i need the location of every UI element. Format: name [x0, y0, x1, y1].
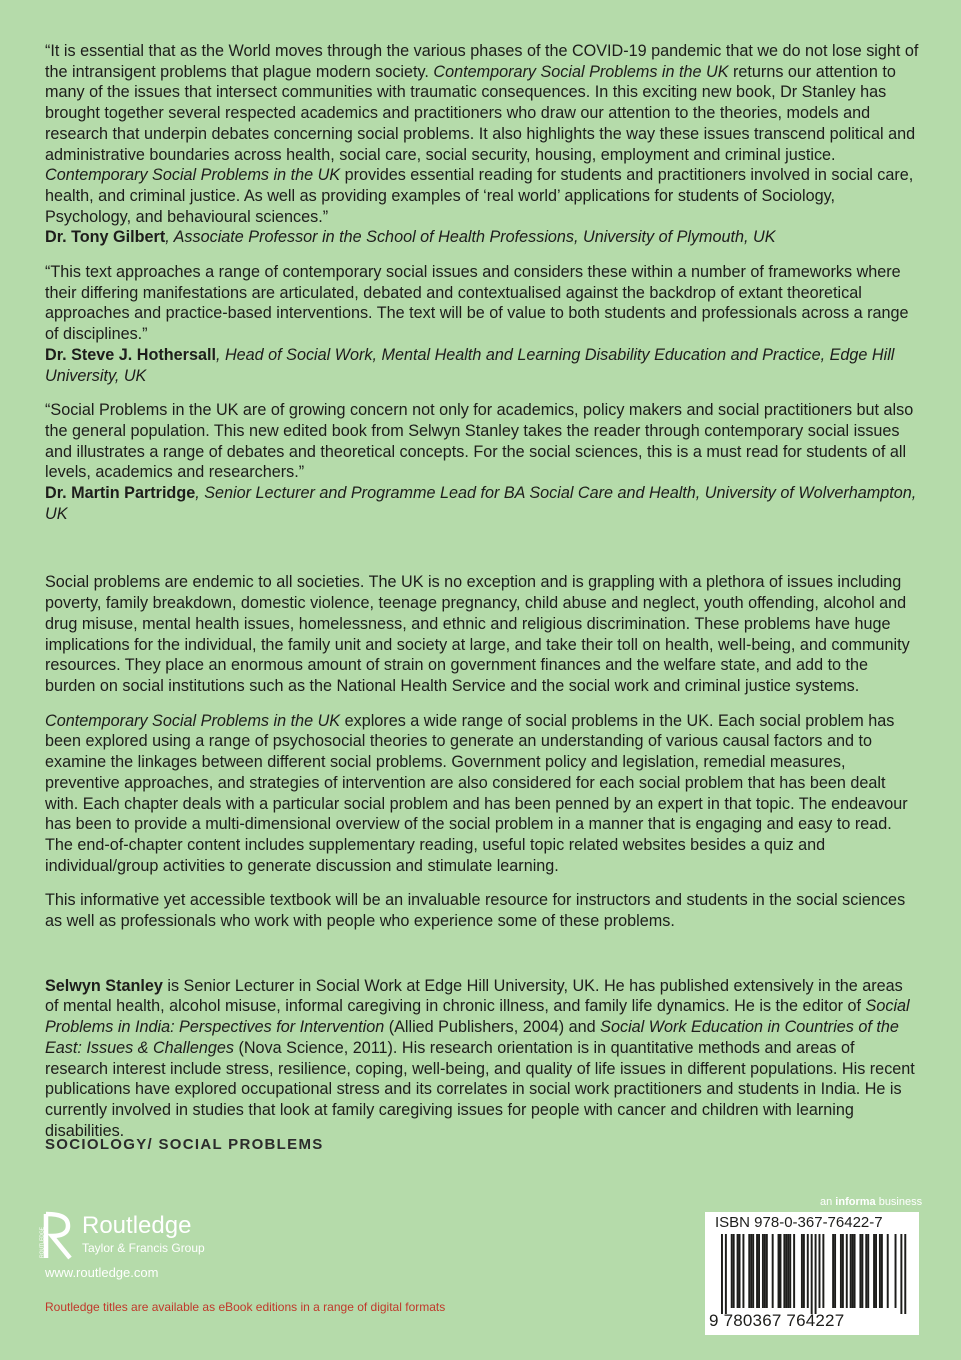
- barcode-bar: [756, 1234, 758, 1308]
- barcode-bar: [822, 1234, 824, 1308]
- isbn-label: ISBN 978-0-367-76422-7: [715, 1214, 883, 1231]
- barcode-bar: [854, 1234, 856, 1308]
- vertical-brand-mark: ROUTLEDGE: [39, 1226, 46, 1258]
- barcode-bar: [879, 1234, 881, 1308]
- barcode-bar: [758, 1234, 760, 1308]
- endorser-attribution: Dr. Tony Gilbert, Associate Professor in the School of Health Professions, University of Plymouth, UK: [45, 228, 776, 247]
- endorsement-quote: “Social Problems in the UK are of growing concern not only for academics, policy makers and social practitioners but also the general population. This new edited book from Selwyn Stanley takes the reader through contemporary social issues and illustrates a range of debates and theoretical concepts. For the social sciences, this is a must read for students of all levels, academics and researchers.”: [45, 401, 914, 482]
- routledge-logo-icon: [39, 1212, 82, 1262]
- description-paragraph-1: Social problems are endemic to all societies. The UK is no exception and is grappling with a plethora of issues including poverty, family breakdown, domestic violence, teenage pregnancy, child abuse and neglect, youth offending, alcohol and drug misuse, mental health issues, homelessness, and ethnic and religious discrimination. These problems have huge implications for the individual, the family unit and society at large, and take their toll on health, well-being, and community resources. They place an enormous amount of strain on government finances and the welfare state, and add to the burden on social institutions such as the National Health Service and the social work and criminal justice systems.: [45, 573, 910, 695]
- endorsement-3: [45, 400, 920, 524]
- barcode-bar: [725, 1234, 727, 1314]
- barcode-bar: [859, 1234, 861, 1308]
- barcode-digits: 9 780367 764227: [709, 1311, 845, 1330]
- barcode-bar: [861, 1234, 863, 1308]
- barcode-bar: [762, 1234, 764, 1308]
- barcode-bar: [742, 1234, 744, 1308]
- barcode-bar: [840, 1234, 842, 1308]
- barcode-bar: [801, 1234, 803, 1308]
- description-paragraph-3: This informative yet accessible textbook will be an invaluable resource for instructors and students in the social sciences as well as professionals who work with people who experience some of these problems.: [45, 891, 906, 931]
- barcode-bar: [846, 1234, 848, 1308]
- barcode-bar: [873, 1234, 875, 1308]
- subject-category: SOCIOLOGY/ SOCIAL PROBLEMS: [45, 1136, 324, 1153]
- barcode-icon: [705, 1234, 919, 1314]
- ebook-note: Routledge titles are available as eBook editions in a range of digital formats: [45, 1300, 446, 1314]
- publisher-group: Taylor & Francis Group: [82, 1241, 205, 1255]
- endorser-attribution: Dr. Steve J. Hothersall, Head of Social Work, Mental Health and Learning Disability Education and Practice, Edge Hill University, UK: [45, 345, 895, 385]
- informa-business-label: an informa business: [820, 1196, 923, 1208]
- barcode-bar: [793, 1234, 795, 1308]
- barcode-bar: [785, 1234, 787, 1308]
- barcode-bar: [807, 1234, 809, 1308]
- barcode-panel: [705, 1212, 919, 1335]
- barcode-bar: [811, 1234, 813, 1314]
- barcode-bar: [832, 1234, 834, 1308]
- author-bio: Selwyn Stanley is Senior Lecturer in Social Work at Edge Hill University, UK. He has published extensively in the areas of mental health, alcohol misuse, informal caregiving in chronic illness, and family life dynamics. He is the editor of Social Problems in India: Perspectives for Intervention (Allied Publishers, 2004) and Social Work Education in Countries of the East: Issues & Challenges (Nova Science, 2011). His research orientation is in quantitative methods and areas of research interest include stress, resilience, coping, well-being, and quality of life issues in different populations. His recent publications have explored occupational stress and its correlates in social work practitioners and students in India. He is currently involved in studies that look at family caregiving issues for people with cancer and children with learning disabilities.: [45, 976, 915, 1140]
- barcode-bar: [752, 1234, 754, 1308]
- barcode-bar: [737, 1234, 739, 1308]
- publisher-website[interactable]: www.routledge.com: [45, 1265, 159, 1280]
- barcode-bar: [789, 1234, 791, 1308]
- barcode-bar: [748, 1234, 750, 1308]
- barcode-bar: [881, 1234, 883, 1308]
- barcode-bar: [850, 1234, 852, 1308]
- barcode-bar: [772, 1234, 774, 1308]
- endorsement-quote: “It is essential that as the World moves through the various phases of the COVID-19 pandemic that we do not lose sight of the intransigent problems that plague modern society. Contemporary Social Problems in the UK returns our attention to many of the issues that intersect communities with traumatic consequences. In this exciting new book, Dr Stanley has brought together several respected academics and practitioners who draw our attention to the theories, models and research that underpin debates concerning social problems. It also highlights the way these issues transcend political and administrative boundaries across health, social care, social security, housing, employment and criminal justice. Contemporary Social Problems in the UK provides essential reading for students and practitioners involved in social care, health, and criminal justice. As well as providing examples of ‘real world’ applications for students of Sociology, Psychology, and behavioural sciences.”: [45, 42, 919, 226]
- back-cover-text: [45, 41, 920, 1141]
- barcode-bar: [783, 1234, 785, 1308]
- barcode-bar: [780, 1234, 782, 1308]
- barcode-bar: [842, 1234, 844, 1308]
- barcode-bar: [867, 1234, 869, 1308]
- barcode-bar: [875, 1234, 877, 1308]
- barcode-bar: [739, 1234, 741, 1308]
- barcode-bar: [887, 1234, 889, 1308]
- barcode-bar: [766, 1234, 768, 1308]
- barcode-bar: [721, 1234, 723, 1314]
- barcode-bar: [764, 1234, 766, 1308]
- barcode-bar: [778, 1234, 780, 1308]
- endorser-attribution: Dr. Martin Partridge, Senior Lecturer and Programme Lead for BA Social Care and Health, University of Wolverhampton, UK: [45, 484, 917, 523]
- endorsement-2: [45, 262, 920, 386]
- barcode-bar: [819, 1234, 821, 1308]
- barcode-bar: [787, 1234, 789, 1308]
- publisher-name: Routledge: [82, 1212, 192, 1239]
- barcode-bar: [904, 1234, 906, 1314]
- barcode-bar: [900, 1234, 902, 1314]
- barcode-bar: [750, 1234, 752, 1308]
- barcode-bar: [834, 1234, 836, 1308]
- endorsement-quote: “This text approaches a range of contemporary social issues and considers these within a number of frameworks where their differing manifestations are articulated, debated and contextualised against the backdrop of extant theoretical approaches and practice-based interventions. The text will be of value to both students and professionals across a range of disciplines.”: [45, 263, 909, 344]
- barcode-bar: [815, 1234, 817, 1314]
- barcode-bar: [895, 1234, 897, 1308]
- barcode-bar: [803, 1234, 805, 1308]
- barcode-bar: [852, 1234, 854, 1308]
- barcode-bar: [731, 1234, 733, 1308]
- description-paragraph-2: Contemporary Social Problems in the UK explores a wide range of social problems in the UK. Each social problem has been explored using a range of psychosocial theories to generate an understanding of various causal factors and to examine the linkages between different social problems. Government policy and legislation, remedial measures, preventive approaches, and strategies of intervention are also considered for each social problem that has been dealt with. Each chapter deals with a particular social problem and has been penned by an expert in that topic. The endeavour has been to provide a multi-dimensional overview of the social problem in a manner that is engaging and easy to read. The end-of-chapter content includes supplementary reading, useful topic related websites besides a quiz and individual/group activities to generate discussion and stimulate learning.: [45, 711, 908, 875]
- endorsement-1: [45, 41, 920, 248]
- barcode-bar: [865, 1234, 867, 1308]
- barcode-bar: [733, 1234, 735, 1308]
